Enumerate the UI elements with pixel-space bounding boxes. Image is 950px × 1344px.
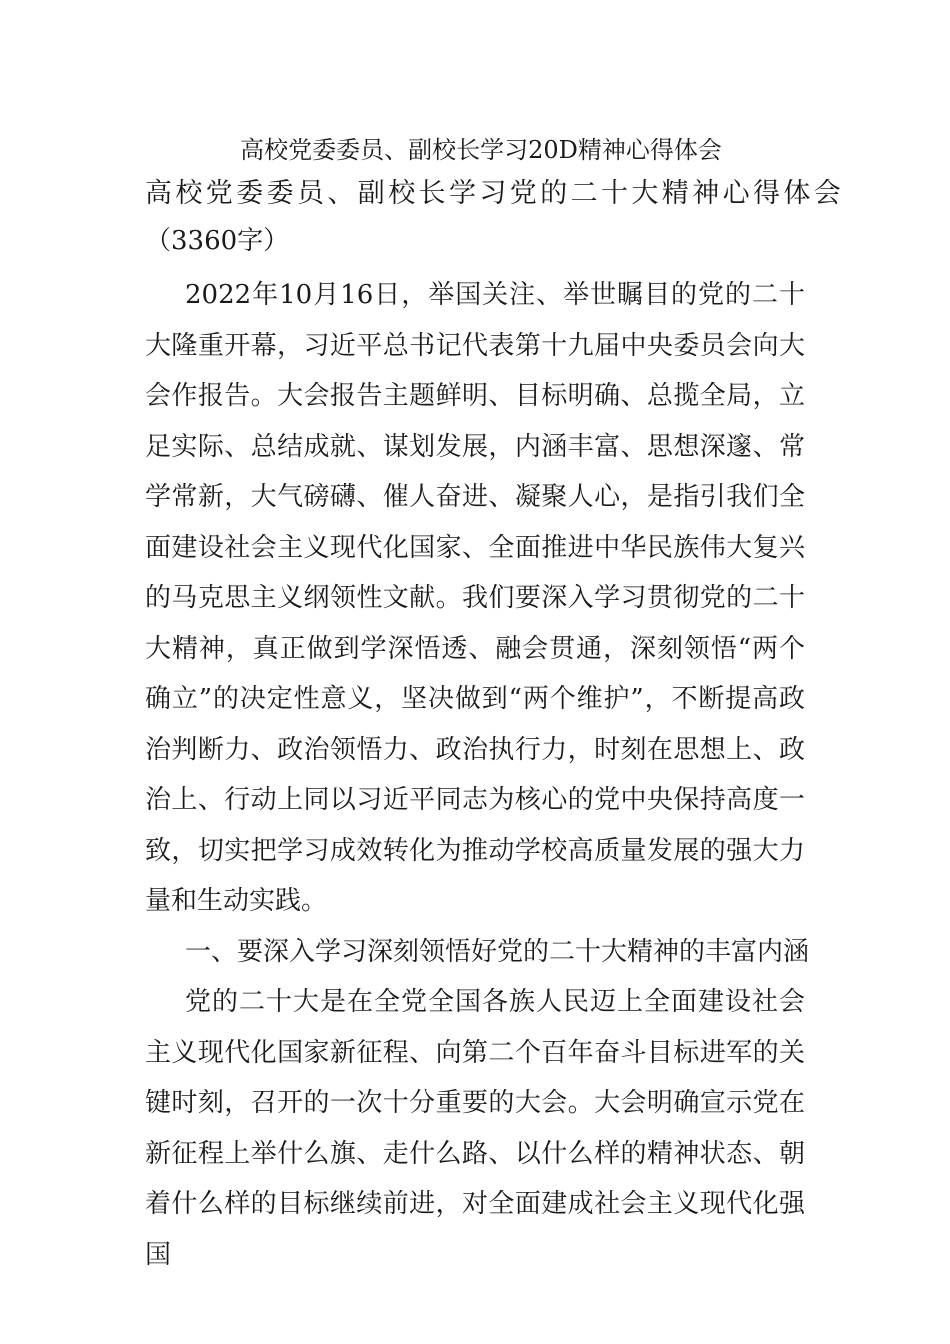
intro-paragraph: 2022年10月16日，举国关注、举世瞩目的党的二十大隆重开幕，习近平总书记代表第十九届中央委员会向大会作报告。大会报告主题鲜明、目标明确、总揽全局，立足实际、总结成就、谋划发展，内涵丰富、思想深邃、常学常新，大气磅礴、催人奋进、凝聚人心，是指引我们全面建设社会主义现代化国家、全面推进中华民族伟大复兴的马克思主义纲领性文献。我们要深入学习贯彻党的二十大精神，真正做到学深悟透、融会贯通，深刻领悟“两个确立”的决定性意义，坚决做到“两个维护”，不断提高政治判断力、政治领悟力、政治执行力，时刻在思想上、政治上、行动上同以习近平同志为核心的党中央保持高度一致，切实把学习成效转化为推动学校高质量发展的强大力量和生动实践。 bbox=[145, 280, 805, 916]
section-paragraph: 党的二十大是在全党全国各族人民迈上全面建设社会主义现代化国家新征程、向第二个百年奋斗目标进军的关键时刻，召开的一次十分重要的大会。大会明确宣示党在新征程上举什么旗、走什么路、以什么样的精神状态、朝着什么样的目标继续前进，对全面建成社会主义现代化强国 bbox=[145, 987, 805, 1270]
document-subtitle: 高校党委委员、副校长学习党的二十大精神心得体会 bbox=[145, 178, 845, 209]
document-title: 高校党委委员、副校长学习20D精神心得体会 bbox=[240, 136, 722, 164]
document-body bbox=[145, 128, 845, 1280]
word-count: （3360字） bbox=[145, 226, 290, 256]
section-heading: 一、要深入学习深刻领悟好党的二十大精神的丰富内涵 bbox=[185, 936, 810, 967]
